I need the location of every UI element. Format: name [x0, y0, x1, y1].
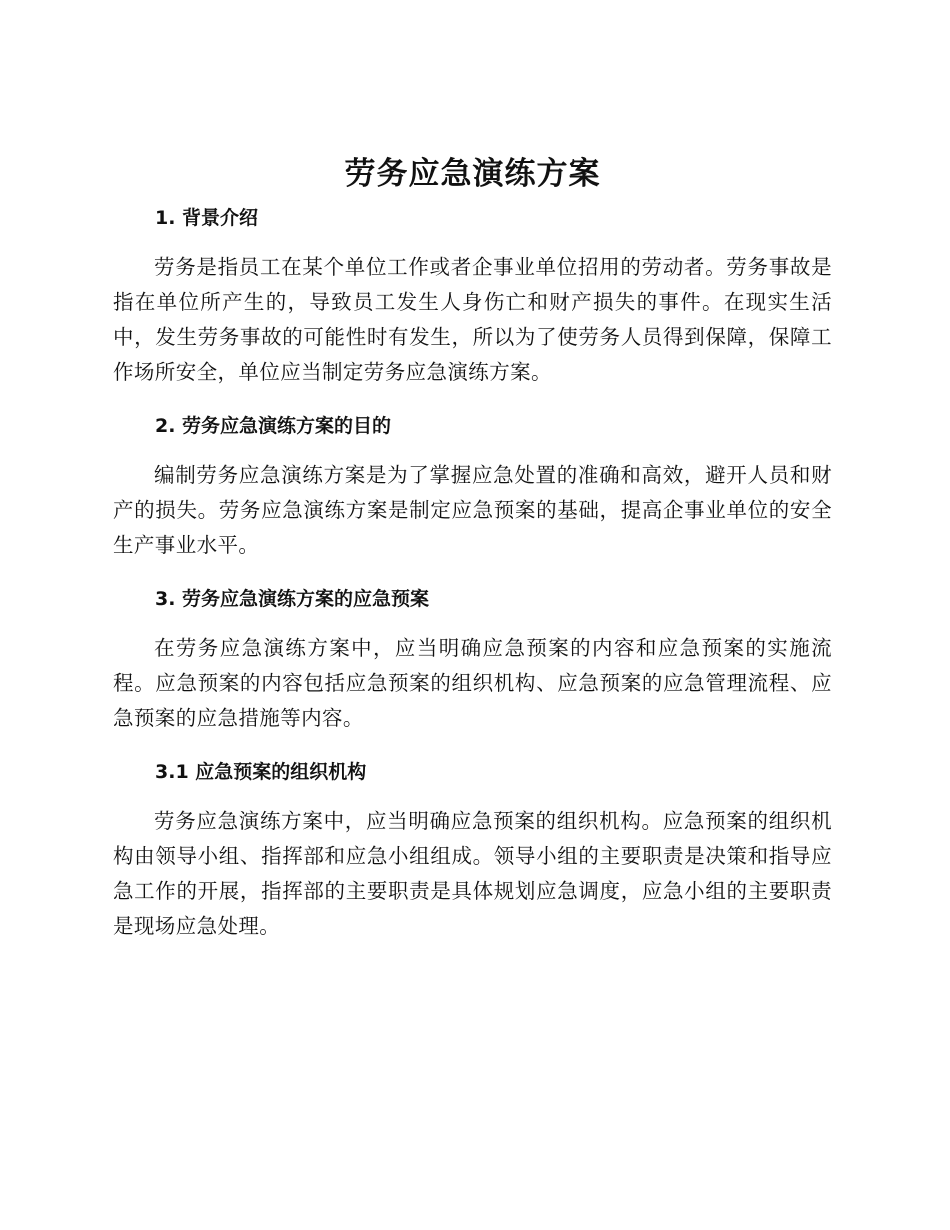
- section-paragraph-organization: 劳务应急演练方案中，应当明确应急预案的组织机构。应急预案的组织机构由领导小组、指挥部和应急小组组成。领导小组的主要职责是决策和指导应急工作的开展，指挥部的主要职责是具体规划应急调度，应急小组的主要职责是现场应急处理。: [113, 809, 832, 938]
- section-paragraph-purpose: 编制劳务应急演练方案是为了掌握应急处置的准确和高效，避开人员和财产的损失。劳务应急演练方案是制定应急预案的基础，提高企事业单位的安全生产事业水平。: [113, 463, 832, 557]
- section-heading-purpose: 2. 劳务应急演练方案的目的: [155, 415, 392, 437]
- section-heading-emergency-plan: 3. 劳务应急演练方案的应急预案: [155, 588, 430, 610]
- section-heading-background: 1. 背景介绍: [155, 207, 259, 229]
- section-paragraph-emergency-plan: 在劳务应急演练方案中，应当明确应急预案的内容和应急预案的实施流程。应急预案的内容包括应急预案的组织机构、应急预案的应急管理流程、应急预案的应急措施等内容。: [113, 636, 832, 730]
- section-heading-organization: 3.1 应急预案的组织机构: [155, 761, 367, 783]
- document-title: 劳务应急演练方案: [344, 156, 601, 192]
- section-paragraph-background: 劳务是指员工在某个单位工作或者企事业单位招用的劳动者。劳务事故是指在单位所产生的，导致员工发生人身伤亡和财产损失的事件。在现实生活中，发生劳务事故的可能性时有发生，所以为了使劳务人员得到保障，保障工作场所安全，单位应当制定劳务应急演练方案。: [113, 255, 832, 384]
